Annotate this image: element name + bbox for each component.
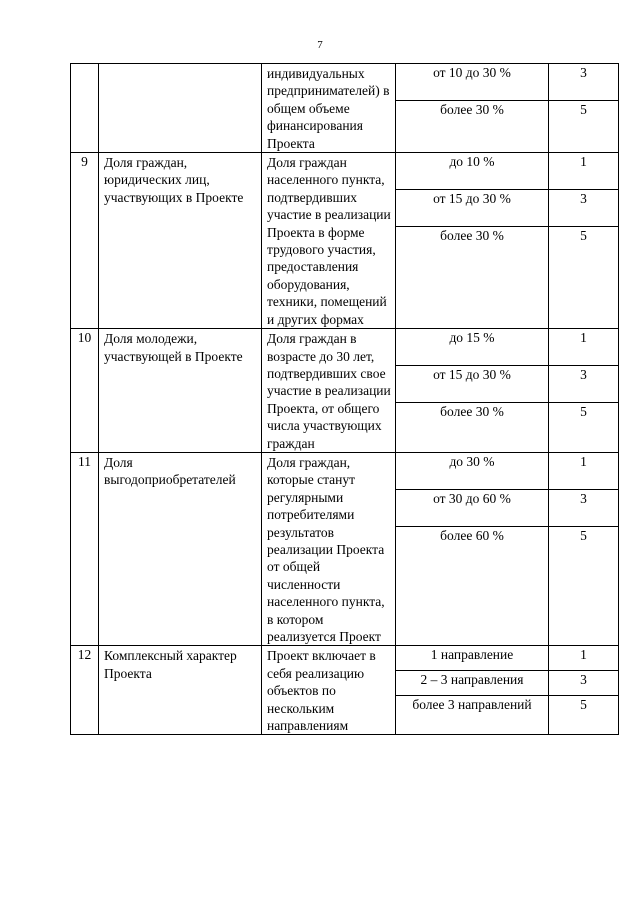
criterion-number: 11: [71, 452, 99, 645]
score-range: до 15 %: [396, 329, 549, 366]
table-row: [71, 153, 619, 190]
criterion-name: Доля молодежи, участвующей в Проекте: [99, 329, 262, 453]
criteria-table: [70, 63, 619, 735]
criterion-description: Доля граждан в возрасте до 30 лет, подтвердивших свое участие в реализации Проекта, от общего числа участвующих граждан: [262, 329, 396, 453]
score-points: 3: [549, 366, 619, 403]
score-points: 1: [549, 329, 619, 366]
page-number: 7: [317, 39, 323, 51]
score-range: до 30 %: [396, 452, 549, 489]
table-row: [71, 452, 619, 489]
score-points: 5: [549, 403, 619, 453]
criterion-name: Доля выгодоприобретателей: [99, 452, 262, 645]
score-points: 1: [549, 646, 619, 671]
criterion-description: Доля граждан, которые станут регулярными потребителями результатов реализации Проекта от общей численности населенного пункта, в котором реализуется Проект: [262, 452, 396, 645]
score-range: от 15 до 30 %: [396, 190, 549, 227]
score-points: 3: [549, 489, 619, 526]
score-points: 5: [549, 696, 619, 735]
criterion-name: Доля граждан, юридических лиц, участвующих в Проекте: [99, 153, 262, 329]
score-range: до 10 %: [396, 153, 549, 190]
score-points: 1: [549, 452, 619, 489]
score-range: более 30 %: [396, 403, 549, 453]
score-points: 5: [549, 526, 619, 645]
score-range: более 30 %: [396, 101, 549, 153]
criterion-description: Проект включает в себя реализацию объектов по нескольким направлениям: [262, 646, 396, 735]
criterion-number: 9: [71, 153, 99, 329]
score-range: 2 – 3 направления: [396, 671, 549, 696]
criterion-name: Комплексный характер Проекта: [99, 646, 262, 735]
criterion-description: Доля граждан населенного пункта, подтвердивших участие в реализации Проекта в форме трудового участия, предоставления оборудования, техники, помещений и других формах: [262, 153, 396, 329]
table-row: [71, 646, 619, 671]
criterion-name: [99, 64, 262, 153]
score-range: от 10 до 30 %: [396, 64, 549, 101]
score-points: 3: [549, 671, 619, 696]
score-points: 3: [549, 64, 619, 101]
score-range: более 60 %: [396, 526, 549, 645]
score-range: от 30 до 60 %: [396, 489, 549, 526]
table-row: [71, 64, 619, 101]
score-range: от 15 до 30 %: [396, 366, 549, 403]
score-range: 1 направление: [396, 646, 549, 671]
table-row: [71, 329, 619, 366]
score-range: более 30 %: [396, 227, 549, 329]
score-points: 3: [549, 190, 619, 227]
score-points: 5: [549, 227, 619, 329]
criterion-number: 12: [71, 646, 99, 735]
score-range: более 3 направлений: [396, 696, 549, 735]
score-points: 1: [549, 153, 619, 190]
criterion-number: [71, 64, 99, 153]
criterion-number: 10: [71, 329, 99, 453]
criterion-description: индивидуальных предпринимателей) в общем объеме финансирования Проекта: [262, 64, 396, 153]
score-points: 5: [549, 101, 619, 153]
